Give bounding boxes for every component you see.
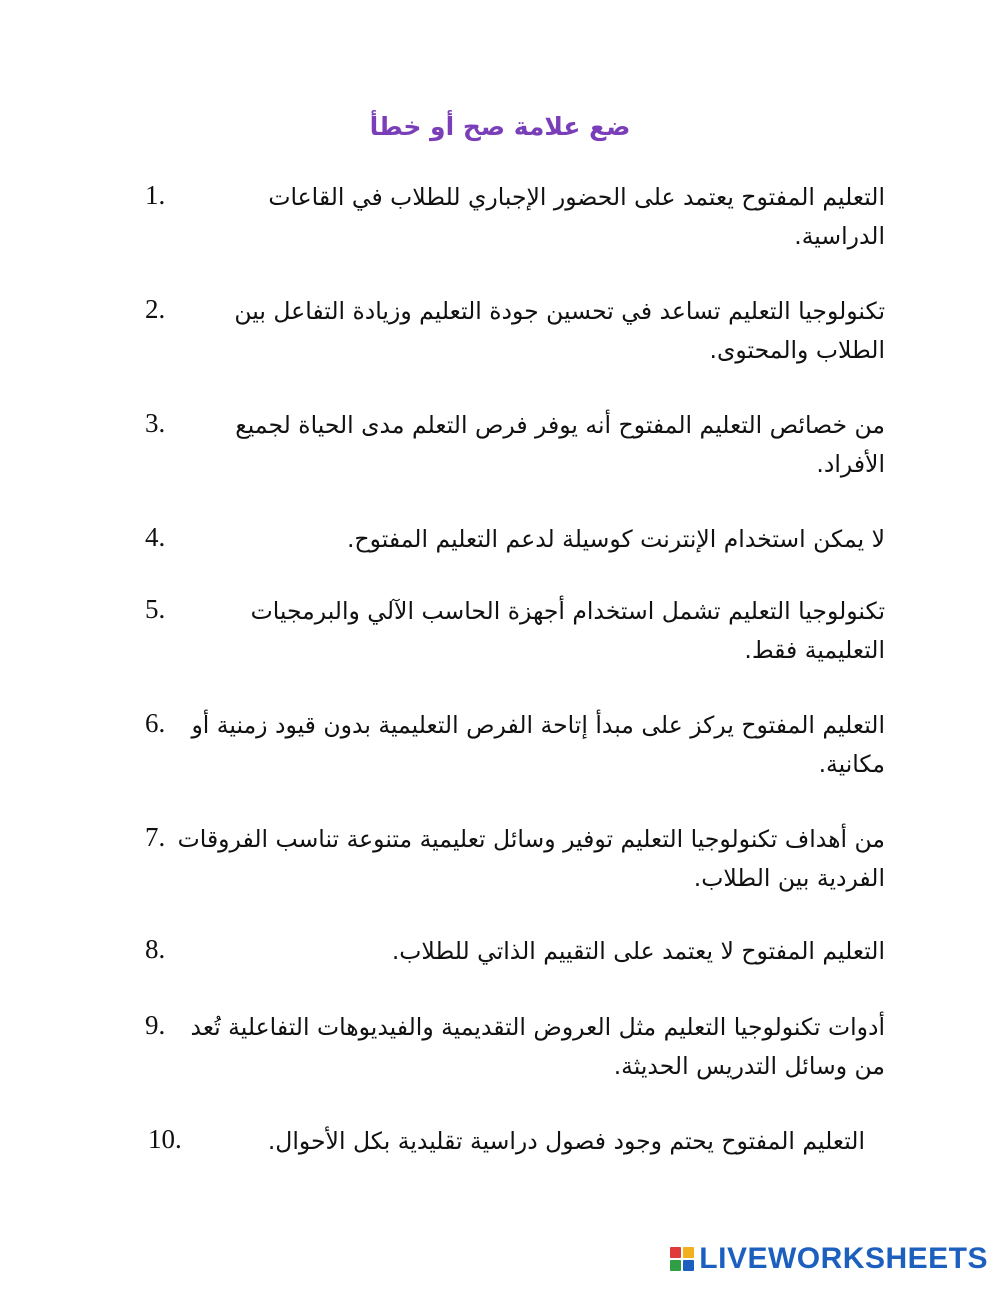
question-number: 3. bbox=[145, 408, 166, 438]
question-text: تكنولوجيا التعليم تشمل استخدام أجهزة الحاسب الآلي والبرمجيات التعليمية فقط. bbox=[250, 597, 885, 664]
question-text: تكنولوجيا التعليم تساعد في تحسين جودة التعليم وزيادة التفاعل بين الطلاب والمحتوى. bbox=[234, 297, 885, 364]
question-text: التعليم المفتوح لا يعتمد على التقييم الذاتي للطلاب. bbox=[391, 937, 885, 965]
question-number: 5. bbox=[145, 594, 166, 624]
question-text: التعليم المفتوح يعتمد على الحضور الإجباري للطلاب في القاعات الدراسية. bbox=[268, 183, 885, 250]
question-text: التعليم المفتوح يركز على مبدأ إتاحة الفرص التعليمية بدون قيود زمنية أو مكانية. bbox=[191, 711, 885, 778]
question-number: 10. bbox=[148, 1124, 182, 1154]
logo-square bbox=[683, 1260, 694, 1271]
question-text: من خصائص التعليم المفتوح أنه يوفر فرص التعلم مدى الحياة لجميع الأفراد. bbox=[235, 411, 885, 478]
logo-square bbox=[683, 1247, 694, 1258]
question-number: 6. bbox=[145, 708, 166, 738]
logo-square bbox=[670, 1260, 681, 1271]
question-number: 2. bbox=[145, 294, 166, 324]
question-number: 7. bbox=[145, 822, 166, 852]
question-text: التعليم المفتوح يحتم وجود فصول دراسية تقليدية بكل الأحوال. bbox=[267, 1127, 865, 1155]
logo-text: LIVEWORKSHEETS bbox=[699, 1242, 988, 1275]
liveworksheets-logo-icon bbox=[670, 1247, 694, 1271]
question-text: لا يمكن استخدام الإنترنت كوسيلة لدعم التعليم المفتوح. bbox=[346, 525, 885, 553]
question-number: 8. bbox=[145, 934, 166, 964]
question-number: 4. bbox=[145, 522, 166, 552]
logo-square bbox=[670, 1247, 681, 1258]
question-text: من أهداف تكنولوجيا التعليم توفير وسائل تعليمية متنوعة تناسب الفروقات الفردية بين الطلاب. bbox=[177, 825, 885, 892]
worksheet-title: ضع علامة صح أو خطأ bbox=[369, 112, 631, 141]
liveworksheets-logo bbox=[670, 1242, 988, 1276]
question-number: 1. bbox=[145, 180, 166, 210]
question-text: أدوات تكنولوجيا التعليم مثل العروض التقديمية والفيديوهات التفاعلية تُعد من وسائل التدريس الحديثة. bbox=[190, 1013, 885, 1080]
question-number: 9. bbox=[145, 1010, 166, 1040]
